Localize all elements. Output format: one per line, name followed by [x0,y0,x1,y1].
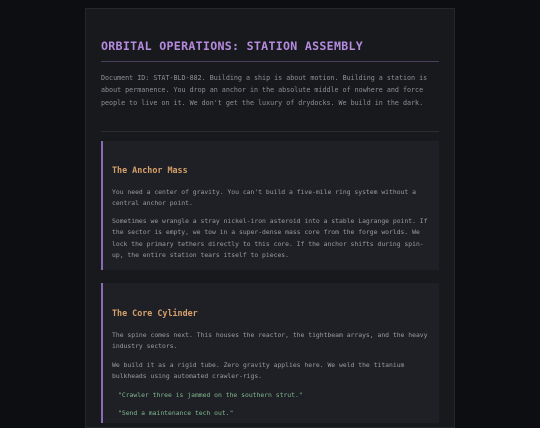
section-paragraph: Sometimes we wrangle a stray nickel-iron asteroid into a stable Lagrange point. If the sector is empty, we tow in a super-dense mass core from the forge worlds. We lock the primary tethers directly to this core. If the anchor shifts during spin-up, the entire station tears itself to pieces. [112,216,428,260]
section-anchor-mass [101,141,439,270]
intro-divider [101,131,439,132]
section-heading: The Anchor Mass [112,165,188,175]
section-core-cylinder [101,283,439,423]
radio-quote: "Send a maintenance tech out." [118,409,234,418]
radio-quote: "Crawler three is jammed on the southern strut." [118,390,303,399]
section-paragraph: You need a center of gravity. You can't build a five-mile ring system without a central anchor point. [112,188,416,208]
section-paragraph: We build it as a rigid tube. Zero gravity applies here. We weld the titanium bulkheads using automated crawler-rigs. [112,360,405,381]
section-paragraph: The spine comes next. This houses the reactor, the tightbeam arrays, and the heavy industry sectors. [112,331,428,351]
title-divider [101,61,439,62]
page-title: ORBITAL OPERATIONS: STATION ASSEMBLY [101,39,364,53]
document-page [85,8,455,428]
intro-paragraph: Document ID: STAT-BLD-882. Building a ship is about motion. Building a station is about permanence. You drop an anchor in the absolute middle of nowhere and force people to live on it. We don't get the luxury of drydocks. We build in the dark. [101,74,428,107]
section-heading: The Core Cylinder [112,308,198,318]
